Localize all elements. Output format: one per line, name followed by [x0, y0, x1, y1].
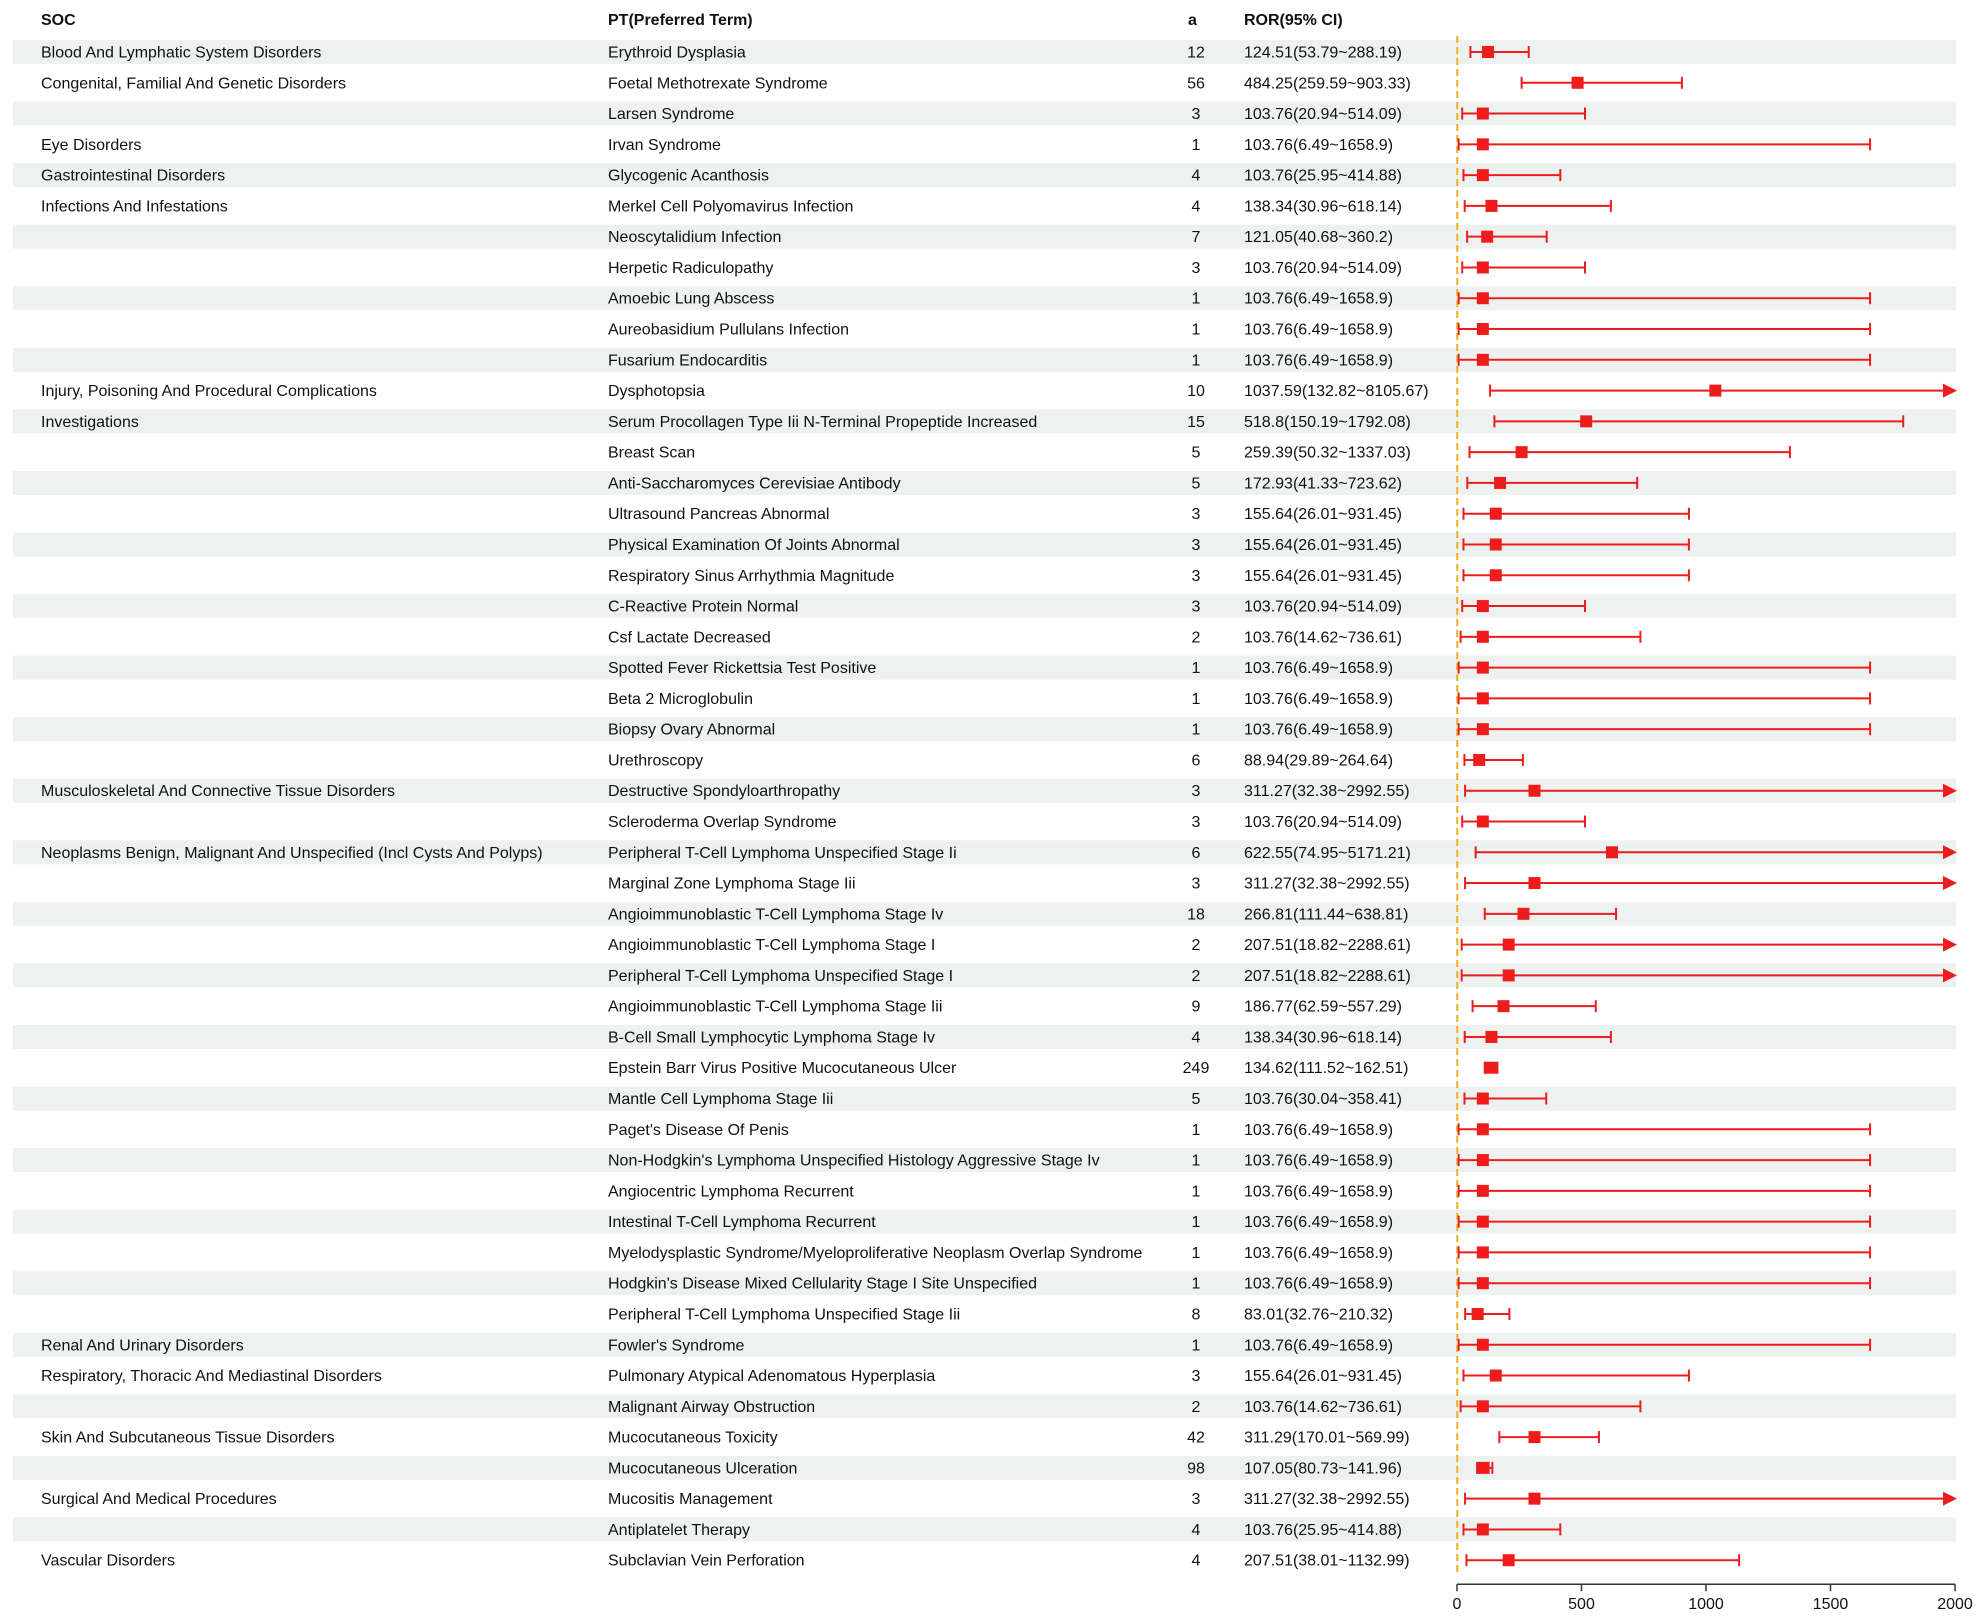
pt-label: Peripheral T-Cell Lymphoma Unspecified Stage I: [608, 967, 954, 985]
a-count: 42: [1187, 1429, 1205, 1447]
point-estimate: [1516, 446, 1528, 458]
pt-label: Peripheral T-Cell Lymphoma Unspecified Stage Iii: [608, 1306, 961, 1324]
point-estimate: [1477, 1523, 1489, 1535]
pt-label: Irvan Syndrome: [608, 136, 721, 154]
a-count: 1: [1191, 136, 1201, 154]
ror-ci-text: 121.05(40.68~360.2): [1244, 229, 1394, 247]
a-count: 1: [1191, 1244, 1201, 1262]
pt-label: Neoscytalidium Infection: [608, 229, 782, 247]
point-estimate: [1490, 538, 1502, 550]
ror-ci-text: 103.76(6.49~1658.9): [1244, 1121, 1394, 1139]
ror-ci-text: 103.76(6.49~1658.9): [1244, 660, 1394, 678]
ror-ci-text: 1037.59(132.82~8105.67): [1244, 383, 1429, 401]
point-estimate: [1477, 1246, 1489, 1258]
pt-label: Subclavian Vein Perforation: [608, 1552, 805, 1570]
ci-overflow-arrow: [1943, 1492, 1957, 1506]
a-count: 1: [1191, 321, 1201, 339]
row-stripe: [13, 1025, 1956, 1049]
a-count: 1: [1191, 1214, 1201, 1232]
point-estimate: [1490, 508, 1502, 520]
a-count: 1: [1191, 1337, 1201, 1355]
soc-label: Blood And Lymphatic System Disorders: [41, 44, 322, 62]
point-estimate: [1477, 816, 1489, 828]
row-stripe: [13, 1087, 1956, 1111]
ror-ci-text: 266.81(111.44~638.81): [1244, 906, 1409, 924]
point-estimate: [1477, 354, 1489, 366]
a-count: 1: [1191, 1152, 1201, 1170]
pt-label: Angioimmunoblastic T-Cell Lymphoma Stage Iv: [608, 906, 944, 924]
ror-ci-text: 83.01(32.76~210.32): [1244, 1306, 1394, 1324]
a-count: 3: [1191, 106, 1201, 124]
point-estimate: [1490, 569, 1502, 581]
x-axis: [1453, 1584, 1973, 1613]
ror-ci-text: 155.64(26.01~931.45): [1244, 1368, 1402, 1386]
row-stripe: [13, 594, 1956, 618]
header-pt: PT(Preferred Term): [608, 12, 753, 29]
a-count: 1: [1191, 290, 1201, 308]
pt-label: Paget's Disease Of Penis: [608, 1121, 789, 1139]
a-count: 4: [1191, 1029, 1201, 1047]
point-estimate: [1477, 323, 1489, 335]
ror-ci-text: 103.76(6.49~1658.9): [1244, 290, 1394, 308]
x-tick-label: 500: [1568, 1596, 1595, 1614]
soc-label: Renal And Urinary Disorders: [41, 1337, 244, 1355]
a-count: 56: [1187, 75, 1205, 93]
ror-ci-text: 311.29(170.01~569.99): [1244, 1429, 1410, 1447]
point-estimate: [1477, 261, 1489, 273]
pt-label: Pulmonary Atypical Adenomatous Hyperplasia: [608, 1368, 936, 1386]
soc-label: Vascular Disorders: [41, 1552, 175, 1570]
point-estimate: [1477, 108, 1489, 120]
pt-label: Hodgkin's Disease Mixed Cellularity Stage I Site Unspecified: [608, 1275, 1038, 1293]
ror-ci-text: 103.76(6.49~1658.9): [1244, 1244, 1394, 1262]
pt-label: Aureobasidium Pullulans Infection: [608, 321, 850, 339]
pt-label: Respiratory Sinus Arrhythmia Magnitude: [608, 567, 895, 585]
pt-label: Erythroid Dysplasia: [608, 44, 746, 62]
a-count: 98: [1187, 1460, 1205, 1478]
ror-ci-text: 103.76(20.94~514.09): [1244, 814, 1402, 831]
point-estimate: [1477, 692, 1489, 704]
a-count: 249: [1182, 1060, 1210, 1078]
soc-label: Neoplasms Benign, Malignant And Unspecified (Incl Cysts And Polyps): [41, 844, 543, 862]
ror-ci-text: 172.93(41.33~723.62): [1244, 475, 1402, 493]
a-count: 3: [1191, 567, 1201, 585]
a-count: 2: [1191, 1398, 1201, 1416]
ror-ci-text: 103.76(6.49~1658.9): [1244, 1152, 1394, 1170]
point-estimate: [1477, 1400, 1489, 1412]
a-count: 1: [1191, 660, 1201, 678]
row-stripe: [13, 102, 1956, 126]
point-estimate: [1477, 1277, 1489, 1289]
a-count: 3: [1191, 506, 1201, 524]
ror-ci-text: 103.76(6.49~1658.9): [1244, 1214, 1394, 1232]
point-estimate: [1477, 723, 1489, 735]
pt-label: Mucocutaneous Ulceration: [608, 1460, 798, 1478]
pt-label: Serum Procollagen Type Iii N-Terminal Propeptide Increased: [608, 413, 1038, 431]
a-count: 5: [1191, 1091, 1201, 1109]
row-stripe: [13, 1394, 1956, 1418]
a-count: 3: [1191, 598, 1201, 616]
a-count: 3: [1191, 259, 1201, 277]
a-count: 3: [1191, 814, 1201, 831]
ror-ci-text: 103.76(25.95~414.88): [1244, 167, 1402, 185]
pt-label: Epstein Barr Virus Positive Mucocutaneous Ulcer: [608, 1060, 957, 1078]
soc-label: Surgical And Medical Procedures: [41, 1491, 277, 1509]
pt-label: Glycogenic Acanthosis: [608, 167, 769, 185]
point-estimate: [1503, 969, 1515, 981]
a-count: 2: [1191, 629, 1201, 647]
pt-label: Intestinal T-Cell Lymphoma Recurrent: [608, 1214, 876, 1232]
pt-label: Foetal Methotrexate Syndrome: [608, 75, 828, 93]
soc-label: Investigations: [41, 413, 139, 431]
point-estimate: [1477, 1123, 1489, 1135]
point-estimate: [1606, 846, 1618, 858]
a-count: 15: [1187, 413, 1205, 431]
point-estimate: [1498, 1000, 1510, 1012]
a-count: 1: [1191, 1183, 1201, 1201]
pt-label: Spotted Fever Rickettsia Test Positive: [608, 660, 877, 678]
ci-overflow-arrow: [1943, 876, 1957, 890]
ror-ci-text: 103.76(20.94~514.09): [1244, 598, 1402, 616]
pt-label: Scleroderma Overlap Syndrome: [608, 814, 837, 831]
a-count: 3: [1191, 536, 1201, 554]
soc-label: Musculoskeletal And Connective Tissue Disorders: [41, 783, 395, 801]
header-soc: SOC: [41, 12, 76, 29]
a-count: 10: [1187, 383, 1205, 401]
pt-label: Myelodysplastic Syndrome/Myeloproliferative Neoplasm Overlap Syndrome: [608, 1244, 1143, 1262]
pt-label: Anti-Saccharomyces Cerevisiae Antibody: [608, 475, 901, 493]
row-stripe: [13, 471, 1956, 495]
point-estimate: [1494, 477, 1506, 489]
ror-ci-text: 103.76(6.49~1658.9): [1244, 1337, 1394, 1355]
pt-label: Amoebic Lung Abscess: [608, 290, 775, 308]
ror-ci-text: 134.62(111.52~162.51): [1244, 1060, 1409, 1078]
pt-label: Beta 2 Microglobulin: [608, 690, 753, 708]
ror-ci-text: 311.27(32.38~2992.55): [1244, 875, 1410, 893]
ror-ci-text: 207.51(18.82~2288.61): [1244, 967, 1411, 985]
pt-label: Breast Scan: [608, 444, 696, 462]
ror-ci-text: 103.76(14.62~736.61): [1244, 629, 1402, 647]
ror-ci-text: 103.76(6.49~1658.9): [1244, 352, 1394, 370]
point-estimate: [1472, 1308, 1484, 1320]
a-count: 7: [1191, 229, 1201, 247]
point-estimate: [1477, 600, 1489, 612]
soc-label: Skin And Subcutaneous Tissue Disorders: [41, 1429, 335, 1447]
point-estimate: [1503, 939, 1515, 951]
a-count: 1: [1191, 1275, 1201, 1293]
soc-label: Injury, Poisoning And Procedural Complications: [41, 383, 377, 401]
ror-ci-text: 103.76(6.49~1658.9): [1244, 1275, 1394, 1293]
a-count: 6: [1191, 844, 1201, 862]
a-count: 18: [1187, 906, 1205, 924]
ror-ci-text: 207.51(38.01~1132.99): [1244, 1552, 1410, 1570]
ror-ci-text: 518.8(150.19~1792.08): [1244, 413, 1411, 431]
row-stripe: [13, 902, 1956, 926]
a-count: 3: [1191, 1491, 1201, 1509]
a-count: 4: [1191, 198, 1201, 216]
a-count: 1: [1191, 690, 1201, 708]
a-count: 3: [1191, 1368, 1201, 1386]
pt-label: Mucocutaneous Toxicity: [608, 1429, 778, 1447]
pt-label: Larsen Syndrome: [608, 106, 735, 124]
pt-label: Marginal Zone Lymphoma Stage Iii: [608, 875, 856, 893]
header-ror: ROR(95% CI): [1244, 12, 1343, 29]
row-stripe: [13, 1456, 1956, 1480]
a-count: 5: [1191, 444, 1201, 462]
ror-ci-text: 103.76(14.62~736.61): [1244, 1398, 1402, 1416]
pt-label: Merkel Cell Polyomavirus Infection: [608, 198, 854, 216]
a-count: 4: [1191, 167, 1201, 185]
ror-ci-text: 138.34(30.96~618.14): [1244, 198, 1402, 216]
ror-ci-text: 103.76(20.94~514.09): [1244, 259, 1402, 277]
ror-ci-text: 207.51(18.82~2288.61): [1244, 937, 1411, 955]
point-estimate: [1709, 385, 1721, 397]
column-headers: [41, 12, 1343, 29]
ror-ci-text: 155.64(26.01~931.45): [1244, 536, 1402, 554]
ror-ci-text: 88.94(29.89~264.64): [1244, 752, 1394, 770]
a-count: 6: [1191, 752, 1201, 770]
a-count: 1: [1191, 721, 1201, 739]
a-count: 12: [1187, 44, 1205, 62]
point-estimate: [1482, 46, 1494, 58]
pt-label: Angioimmunoblastic T-Cell Lymphoma Stage I: [608, 937, 936, 955]
ror-ci-text: 103.76(6.49~1658.9): [1244, 721, 1394, 739]
ror-ci-text: 155.64(26.01~931.45): [1244, 506, 1402, 524]
ror-ci-text: 103.76(6.49~1658.9): [1244, 690, 1394, 708]
a-count: 4: [1191, 1552, 1201, 1570]
point-estimate: [1477, 1339, 1489, 1351]
pt-label: Ultrasound Pancreas Abnormal: [608, 506, 830, 524]
point-estimate: [1477, 662, 1489, 674]
point-estimate: [1477, 1093, 1489, 1105]
pt-label: Fusarium Endocarditis: [608, 352, 768, 370]
pt-label: Dysphotopsia: [608, 383, 705, 401]
ror-ci-text: 311.27(32.38~2992.55): [1244, 783, 1410, 801]
ci-overflow-arrow: [1943, 384, 1957, 398]
pt-label: C-Reactive Protein Normal: [608, 598, 799, 616]
point-estimate: [1529, 1493, 1541, 1505]
a-count: 2: [1191, 967, 1201, 985]
ror-ci-text: 622.55(74.95~5171.21): [1244, 844, 1411, 862]
soc-label: Respiratory, Thoracic And Mediastinal Disorders: [41, 1368, 382, 1386]
pt-label: Mantle Cell Lymphoma Stage Iii: [608, 1091, 834, 1109]
pt-label: B-Cell Small Lymphocytic Lymphoma Stage Iv: [608, 1029, 935, 1047]
a-count: 8: [1191, 1306, 1201, 1324]
pt-label: Biopsy Ovary Abnormal: [608, 721, 776, 739]
point-estimate: [1580, 415, 1592, 427]
point-estimate: [1477, 169, 1489, 181]
ror-ci-text: 103.76(30.04~358.41): [1244, 1091, 1402, 1109]
x-tick-label: 2000: [1937, 1596, 1973, 1614]
ror-ci-text: 107.05(80.73~141.96): [1244, 1460, 1402, 1478]
ror-ci-text: 103.76(6.49~1658.9): [1244, 1183, 1394, 1201]
soc-label: Infections And Infestations: [41, 198, 228, 216]
point-estimate: [1529, 877, 1541, 889]
point-estimate: [1517, 908, 1529, 920]
pt-label: Urethroscopy: [608, 752, 704, 770]
point-estimate: [1503, 1554, 1515, 1566]
point-estimate: [1485, 200, 1497, 212]
a-count: 1: [1191, 1121, 1201, 1139]
point-estimate: [1477, 1185, 1489, 1197]
row-stripe: [13, 163, 1956, 187]
pt-label: Malignant Airway Obstruction: [608, 1398, 816, 1416]
point-estimate: [1477, 1216, 1489, 1228]
x-tick-label: 1000: [1688, 1596, 1724, 1614]
ror-ci-text: 103.76(6.49~1658.9): [1244, 321, 1394, 339]
a-count: 9: [1191, 998, 1201, 1016]
pt-label: Physical Examination Of Joints Abnormal: [608, 536, 900, 554]
ror-ci-text: 103.76(20.94~514.09): [1244, 106, 1402, 124]
point-estimate: [1490, 1370, 1502, 1382]
point-estimate: [1485, 1031, 1497, 1043]
a-count: 3: [1191, 875, 1201, 893]
row-stripe: [13, 225, 1956, 249]
a-count: 4: [1191, 1521, 1201, 1539]
point-estimate: [1473, 754, 1485, 766]
pt-label: Antiplatelet Therapy: [608, 1521, 751, 1539]
ror-ci-text: 186.77(62.59~557.29): [1244, 998, 1402, 1016]
x-tick-label: 1500: [1812, 1596, 1849, 1614]
point-estimate: [1529, 1431, 1541, 1443]
a-count: 1: [1191, 352, 1201, 370]
ror-ci-text: 138.34(30.96~618.14): [1244, 1029, 1402, 1047]
soc-label: Congenital, Familial And Genetic Disorders: [41, 75, 347, 93]
ci-overflow-arrow: [1943, 938, 1957, 952]
point-estimate: [1572, 77, 1584, 89]
pt-label: Peripheral T-Cell Lymphoma Unspecified Stage Ii: [608, 844, 957, 862]
pt-label: Angiocentric Lymphoma Recurrent: [608, 1183, 854, 1201]
pt-label: Herpetic Radiculopathy: [608, 259, 774, 277]
a-count: 3: [1191, 783, 1201, 801]
pt-label: Mucositis Management: [608, 1491, 773, 1509]
point-estimate: [1478, 1462, 1490, 1474]
point-estimate: [1477, 292, 1489, 304]
a-count: 5: [1191, 475, 1201, 493]
ror-ci-text: 484.25(259.59~903.33): [1244, 75, 1411, 93]
ror-ci-text: 311.27(32.38~2992.55): [1244, 1491, 1410, 1509]
point-estimate: [1477, 1154, 1489, 1166]
x-tick-label: 0: [1452, 1596, 1462, 1614]
ror-ci-text: 155.64(26.01~931.45): [1244, 567, 1402, 585]
ror-ci-text: 103.76(6.49~1658.9): [1244, 136, 1394, 154]
soc-label: Eye Disorders: [41, 136, 142, 154]
point-estimate: [1477, 631, 1489, 643]
point-estimate: [1529, 785, 1541, 797]
soc-label: Gastrointestinal Disorders: [41, 167, 226, 185]
pt-label: Angioimmunoblastic T-Cell Lymphoma Stage Iii: [608, 998, 943, 1016]
row-stripe: [13, 1517, 1956, 1541]
point-estimate: [1477, 138, 1489, 150]
ror-ci-text: 103.76(25.95~414.88): [1244, 1521, 1402, 1539]
pt-label: Csf Lactate Decreased: [608, 629, 771, 647]
ror-ci-text: 259.39(50.32~1337.03): [1244, 444, 1411, 462]
ror-ci-text: 124.51(53.79~288.19): [1244, 44, 1402, 62]
a-count: 2: [1191, 937, 1201, 955]
point-estimate: [1481, 231, 1493, 243]
pt-label: Non-Hodgkin's Lymphoma Unspecified Histology Aggressive Stage Iv: [608, 1152, 1100, 1170]
point-estimate: [1485, 1062, 1497, 1074]
pt-label: Destructive Spondyloarthropathy: [608, 783, 841, 801]
pt-label: Fowler's Syndrome: [608, 1337, 745, 1355]
header-a: a: [1188, 12, 1197, 29]
